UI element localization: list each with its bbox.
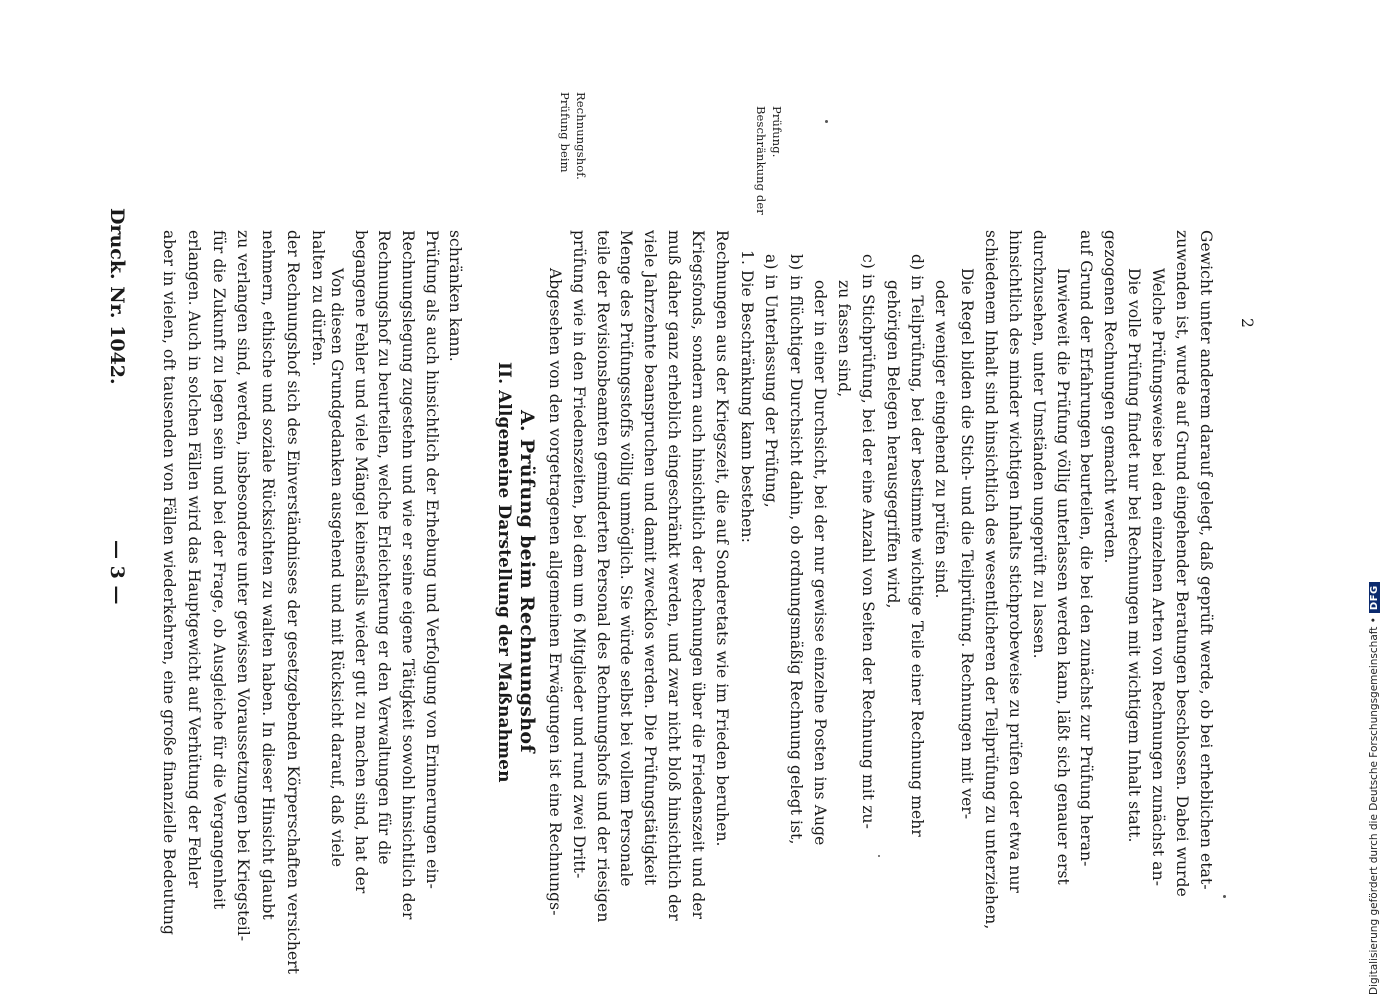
text-line: Rechnungshof. <box>574 92 588 180</box>
scan-speck <box>825 120 828 123</box>
text-line: Inwieweit die Prüfung völlig unterlassen werden kann, läßt sich genauer erst <box>1053 268 1072 885</box>
text-line: der Rechnungshof sich des Einverständnisses der gesetzgebenden Körperschaften versichert <box>284 230 302 975</box>
text-line: begangene Fehler und viele Mängel keinesfalls wieder gut zu machen sind, hat der <box>351 230 370 894</box>
text-line: Rechnungslegung zugestehn und wie er seine eigene Tätigkeit sowohl hinsichtlich der <box>399 230 418 920</box>
text-line: A. Prüfung beim Rechnungshof <box>516 410 538 753</box>
text-line: Rechnungshof zu beurteilen, welche Erleichterung er den Verwaltungen für die <box>375 230 394 865</box>
text-line: erlangen. Auch in solchen Fällen wird das Hauptgewicht auf Verhütung der Fehler <box>184 230 203 888</box>
text-line: viele Jahrzehnte beanspruchen und damit zwecklos werden. Die Prüfungstätigkeit <box>641 230 660 886</box>
credit-text: Digitalisierung gefördert durch die Deutsche Forschungsgemeinschaft • <box>1368 617 1380 995</box>
scan-speck <box>1223 895 1226 898</box>
text-line: halten zu dürfen. <box>308 230 327 367</box>
text-line: schränken kann. <box>446 230 465 362</box>
text-line: Abgesehen von den vorgetragenen allgemeinen Erwägungen ist eine Rechnungs- <box>546 268 564 916</box>
text-line: Prüfung beim <box>558 92 572 173</box>
text-line: hinsichtlich des minder wichtigen Inhalts stichprobeweise zu prüfen oder etwa nur <box>1005 230 1024 894</box>
text-line: Die Regel bilden die Stich- und die Teilprüfung. Rechnungen mit ver- <box>958 268 976 820</box>
scan-speck <box>878 855 880 857</box>
text-line: Die volle Prüfung findet nur bei Rechnungen mit wichtigem Inhalt statt. <box>1125 268 1144 843</box>
text-line: oder weniger eingehend zu prüfen sind. <box>932 280 951 599</box>
text-line: d) in Teilprüfung, bei der bestimmte wichtige Teile einer Rechnung mehr <box>908 254 927 837</box>
text-line: Beschränkung der <box>754 106 768 215</box>
text-line: Welche Prüfungsweise bei den einzelnen Arten von Rechnungen zunächst an- <box>1149 268 1168 887</box>
text-line: Menge des Prüfungsstoffs völlig unmöglich. Sie würde selbst bei vollem Personale <box>617 230 636 887</box>
text-line: 2 <box>1238 318 1256 328</box>
text-line: nehmern, ethische und soziale Rücksichten zu walten haben. In dieser Hinsicht glaubt <box>259 230 278 920</box>
text-line: durchzusehen, unter Umständen ungeprüft zu lassen. <box>1029 230 1048 659</box>
text-line: teile der Revisionsbeamten geminderten Personal des Rechnungshofs und der riesigen <box>593 230 612 923</box>
text-line: a) in Unterlassung der Prüfung, <box>762 254 781 508</box>
text-line: für die Zukunft zu legen sein und bei der Frage, ob Ausgleiche für die Vergangenheit <box>209 230 228 910</box>
text-line: prüfung wie in den Friedenszeiten, bei dem um 6 Mitglieder und rund zwei Dritt- <box>569 230 588 879</box>
text-line: Kriegsfonds, sondern auch hinsichtlich der Rechnungen über die Friedenszeit und der <box>688 230 707 920</box>
text-line: Von diesen Grundgedanken ausgehend und mit Rücksicht darauf, daß viele <box>328 268 346 868</box>
text-line: schiedenem Inhalt sind hinsichtlich des wesentlicheren der Teilprüfung zu unterziehen, <box>981 230 1000 930</box>
text-line: Prüfung als auch hinsichtlich der Erhebung und Verfolgung von Erinnerungen ein- <box>422 230 441 889</box>
text-line: Rechnungen aus der Kriegszeit, die auf Sonderetats wie im Frieden beruhen. <box>712 230 731 847</box>
text-line: muß daher ganz erheblich eingeschränkt werden, und zwar nicht bloß hinsichtlich der <box>665 230 683 921</box>
text-line: c) in Stichprüfung, bei der eine Anzahl von Seiten der Rechnung mit zu- <box>859 254 878 829</box>
text-line: auf Grund der Erfahrungen beurteilen, die bei den zunächst zur Prüfung heran- <box>1077 230 1096 867</box>
text-line: zu fassen sind, <box>835 280 854 398</box>
text-line: b) in flüchtiger Durchsicht dahin, ob ordnungsmäßig Rechnung gelegt ist, <box>786 254 805 845</box>
text-line: Gewicht unter anderem darauf gelegt, daß geprüft werde, ob bei erheblichen etat- <box>1197 230 1215 890</box>
text-line: aber in vielen, oft tausenden von Fällen wiederkehren, eine große finanzielle Bedeutung <box>160 230 178 935</box>
text-line: oder in einer Durchsicht, bei der nur gewisse einzelne Posten ins Auge <box>810 280 829 846</box>
text-line: zu verlangen sind, werden, insbesondere unter gewissen Voraussetzungen bei Kriegsteil- <box>234 230 253 942</box>
text-line: gezogenen Rechnungen gemacht werden. <box>1101 230 1120 564</box>
text-line: zuwenden ist, wurde auf Grund eingehender Beratungen beschlossen. Dabei wurde <box>1173 230 1192 897</box>
text-line: gehörigen Belegen herausgegriffen wird, <box>883 280 902 609</box>
text-line: 1. Die Beschränkung kann bestehen: <box>738 250 756 543</box>
text-line: Prüfung. <box>770 106 784 158</box>
dfg-logo: DFG <box>1369 582 1380 613</box>
text-line: II. Allgemeine Darstellung der Maßnahmen <box>494 362 514 783</box>
